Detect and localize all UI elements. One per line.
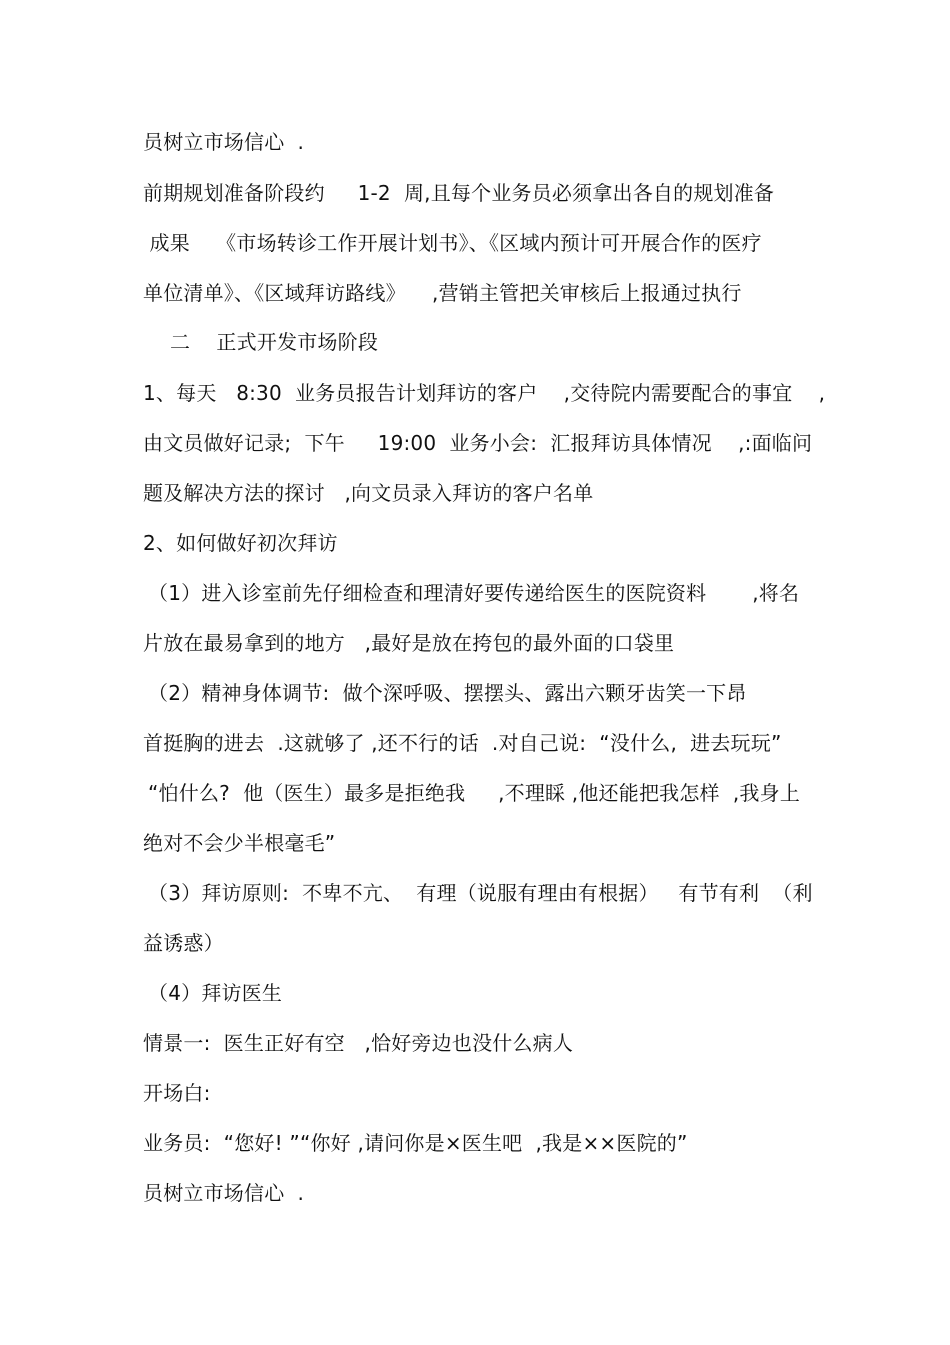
- text-line: “怕什么? 他（医生）最多是拒绝我 ,不理睬 ,他还能把我怎样 ,我身上: [148, 781, 801, 805]
- text-line: 前期规划准备阶段约 1-2 周,且每个业务员必须拿出各自的规划准备: [143, 181, 775, 205]
- text-line: （2）精神身体调节: 做个深呼吸、摆摆头、露出六颗牙齿笑一下昂: [148, 681, 747, 705]
- text-line: 题及解决方法的探讨 ,向文员录入拜访的客户名单: [143, 481, 594, 505]
- text-line: 员树立市场信心 .: [143, 130, 305, 154]
- subsection-heading: 2、如何做好初次拜访: [143, 531, 338, 555]
- text-line: 首挺胸的进去 .这就够了 ,还不行的话 .对自己说: “没什么, 进去玩玩”: [143, 731, 782, 755]
- text-line: （1）进入诊室前先仔细检查和理清好要传递给医生的医院资料 ,将名: [148, 581, 800, 605]
- text-line: 业务员: “您好! ”“你好 ,请问你是×医生吧 ,我是××医院的”: [143, 1131, 688, 1155]
- section-heading: 二 正式开发市场阶段: [170, 330, 379, 354]
- text-line: 益诱惑）: [143, 931, 224, 955]
- text-line: （3）拜访原则: 不卑不亢、 有理（说服有理由有根据） 有节有利 （利: [148, 881, 813, 905]
- text-line: 员树立市场信心 .: [143, 1181, 305, 1205]
- text-line: 情景一: 医生正好有空 ,恰好旁边也没什么病人: [143, 1031, 574, 1055]
- text-line: 片放在最易拿到的地方 ,最好是放在挎包的最外面的口袋里: [143, 631, 675, 655]
- text-line: 单位清单》、《区域拜访路线》 ,营销主管把关审核后上报通过执行: [143, 281, 742, 305]
- text-line: 由文员做好记录; 下午 19:00 业务小会: 汇报拜访具体情况 ,:面临问: [143, 431, 813, 455]
- text-line: 1、每天 8:30 业务员报告计划拜访的客户 ,交待院内需要配合的事宜 ,: [143, 381, 826, 405]
- text-line: 开场白:: [143, 1081, 211, 1105]
- text-line: 成果 《市场转诊工作开展计划书》、《区域内预计可开展合作的医疗: [143, 231, 762, 255]
- text-line: 绝对不会少半根毫毛”: [143, 831, 336, 855]
- text-line: （4）拜访医生: [148, 981, 283, 1005]
